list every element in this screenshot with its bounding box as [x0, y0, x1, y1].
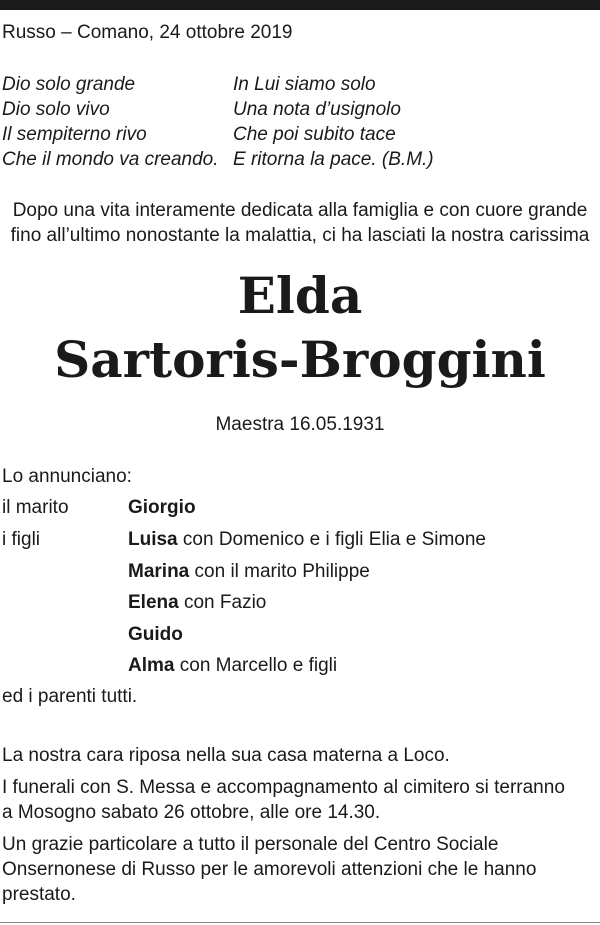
rest-notice [2, 743, 450, 768]
poem-left-column [2, 72, 219, 172]
poem-line: Che poi subito tace [233, 124, 396, 145]
top-rule [0, 0, 600, 10]
intro-line: Dopo una vita interamente dedicata alla famiglia e con cuore grande [12, 200, 588, 221]
poem-line: E ritorna la pace. (B.M.) [233, 149, 434, 170]
funeral-notice [2, 775, 565, 825]
notice-line: Un grazie particolare a tutto il personale del Centro Sociale [2, 834, 499, 855]
notice-line: La nostra cara riposa nella sua casa materna a Loco. [2, 745, 450, 766]
relatives-closing: ed i parenti tutti. [2, 686, 138, 707]
relative-name: Guido [128, 624, 183, 645]
poem-line: In Lui siamo solo [233, 74, 376, 95]
profession-line: Maestra 16.05.1931 [215, 414, 385, 435]
relation-label: i figli [2, 529, 41, 550]
relative-name: Giorgio [128, 497, 196, 518]
relative-name: Marina [128, 561, 190, 582]
deceased-name [0, 264, 600, 392]
relative-name: Elena [128, 592, 179, 613]
poem-line: Dio solo grande [2, 74, 136, 95]
thanks-notice [2, 832, 536, 907]
bottom-rule [0, 922, 600, 923]
poem-line: Che il mondo va creando. [2, 149, 219, 170]
deceased-surname: Sartoris-Broggini [54, 330, 546, 389]
relative-detail: con il marito Philippe [189, 561, 370, 582]
notice-line: Onsernonese di Russo per le amorevoli attenzioni che le hanno [2, 859, 537, 880]
poem-line: Una nota d’usignolo [233, 99, 401, 120]
poem-line: Il sempiterno rivo [2, 124, 147, 145]
intro-line: fino all’ultimo nonostante la malattia, ci ha lasciati la nostra carissima [10, 225, 590, 246]
relative-detail: con Marcello e figli [174, 655, 338, 676]
relative-name: Luisa [128, 529, 178, 550]
notice-line: I funerali con S. Messa e accompagnamento al cimitero si terranno [2, 777, 565, 798]
notice-line: a Mosogno sabato 26 ottobre, alle ore 14.30. [2, 802, 381, 823]
relation-label: il marito [2, 497, 69, 518]
intro-text [0, 198, 600, 248]
relative-detail: con Domenico e i figli Elia e Simone [177, 529, 486, 550]
deceased-first-name: Elda [237, 266, 363, 325]
announcers-heading: Lo annunciano: [2, 466, 132, 487]
poem-line: Dio solo vivo [2, 99, 110, 120]
date-line: Russo – Comano, 24 ottobre 2019 [2, 22, 293, 43]
poem-right-column [233, 72, 434, 172]
relative-detail: con Fazio [178, 592, 267, 613]
relative-name: Alma [128, 655, 175, 676]
notice-line: prestato. [2, 884, 76, 905]
